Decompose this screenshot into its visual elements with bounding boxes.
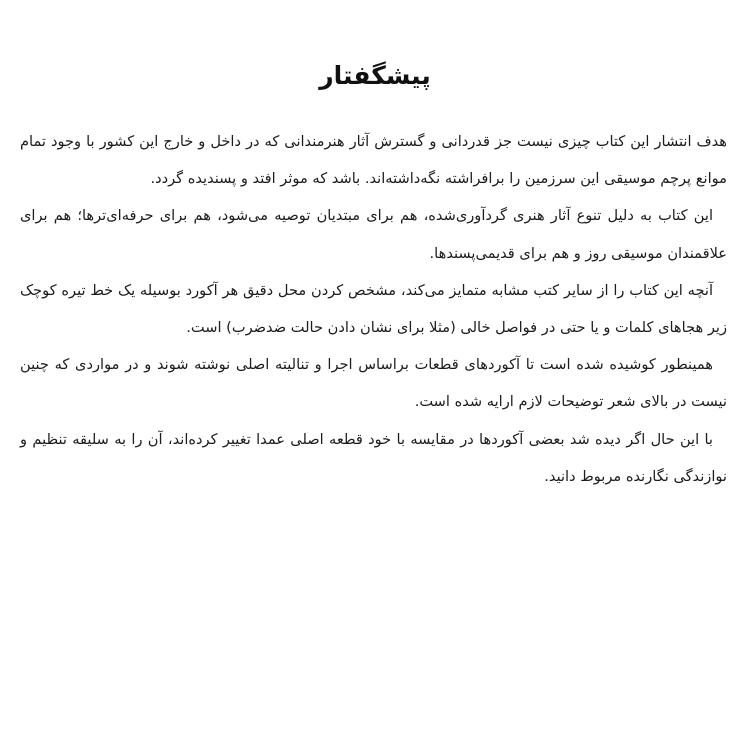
page-title: پیشگفتار	[319, 61, 431, 90]
paragraph-audience: این کتاب به دلیل تنوع آثار هنری گردآوری‌شده، هم برای مبتدیان توصیه می‌شود، هم برای حرفه‌ای‌ترها؛ هم برای علاقمندان موسیقی روز و هم برای قدیمی‌پسندها.	[20, 207, 727, 262]
paragraph-purpose: هدف انتشار این کتاب چیزی نیست جز قدردانی و گسترش آثار هنرمندانی که در داخل و خارج این کشور با وجود تمام موانع پرچم موسیقی این سرزمین را برافراشته نگه‌داشته‌اند. باشد که موثر افتد و پسندیده گردد.	[20, 133, 727, 188]
paragraph-chord-placement: آنچه این کتاب را از سایر کتب مشابه متمایز می‌کند، مشخص کردن محل دقیق هر آکورد بوسیله یک خط تیره کوچک زیر هجاهای کلمات و یا حتی در فواصل خالی (مثلا برای نشان دادن حالت ضدضرب) است.	[20, 281, 727, 337]
paragraph-arrangement-note: با این حال اگر دیده شد بعضی آکوردها در مقایسه با خود قطعه اصلی عمدا تغییر کرده‌اند، آن را به سلیقه تنظیم و نوازندگی نگارنده مربوط دانید.	[20, 430, 727, 485]
paragraph-tonality: همینطور کوشیده شده است تا آکوردهای قطعات براساس اجرا و تنالیته اصلی نوشته شوند و در مواردی که چنین نیست در بالای شعر توضیحات لازم ارایه شده است.	[20, 356, 727, 411]
preface-body	[20, 123, 727, 495]
